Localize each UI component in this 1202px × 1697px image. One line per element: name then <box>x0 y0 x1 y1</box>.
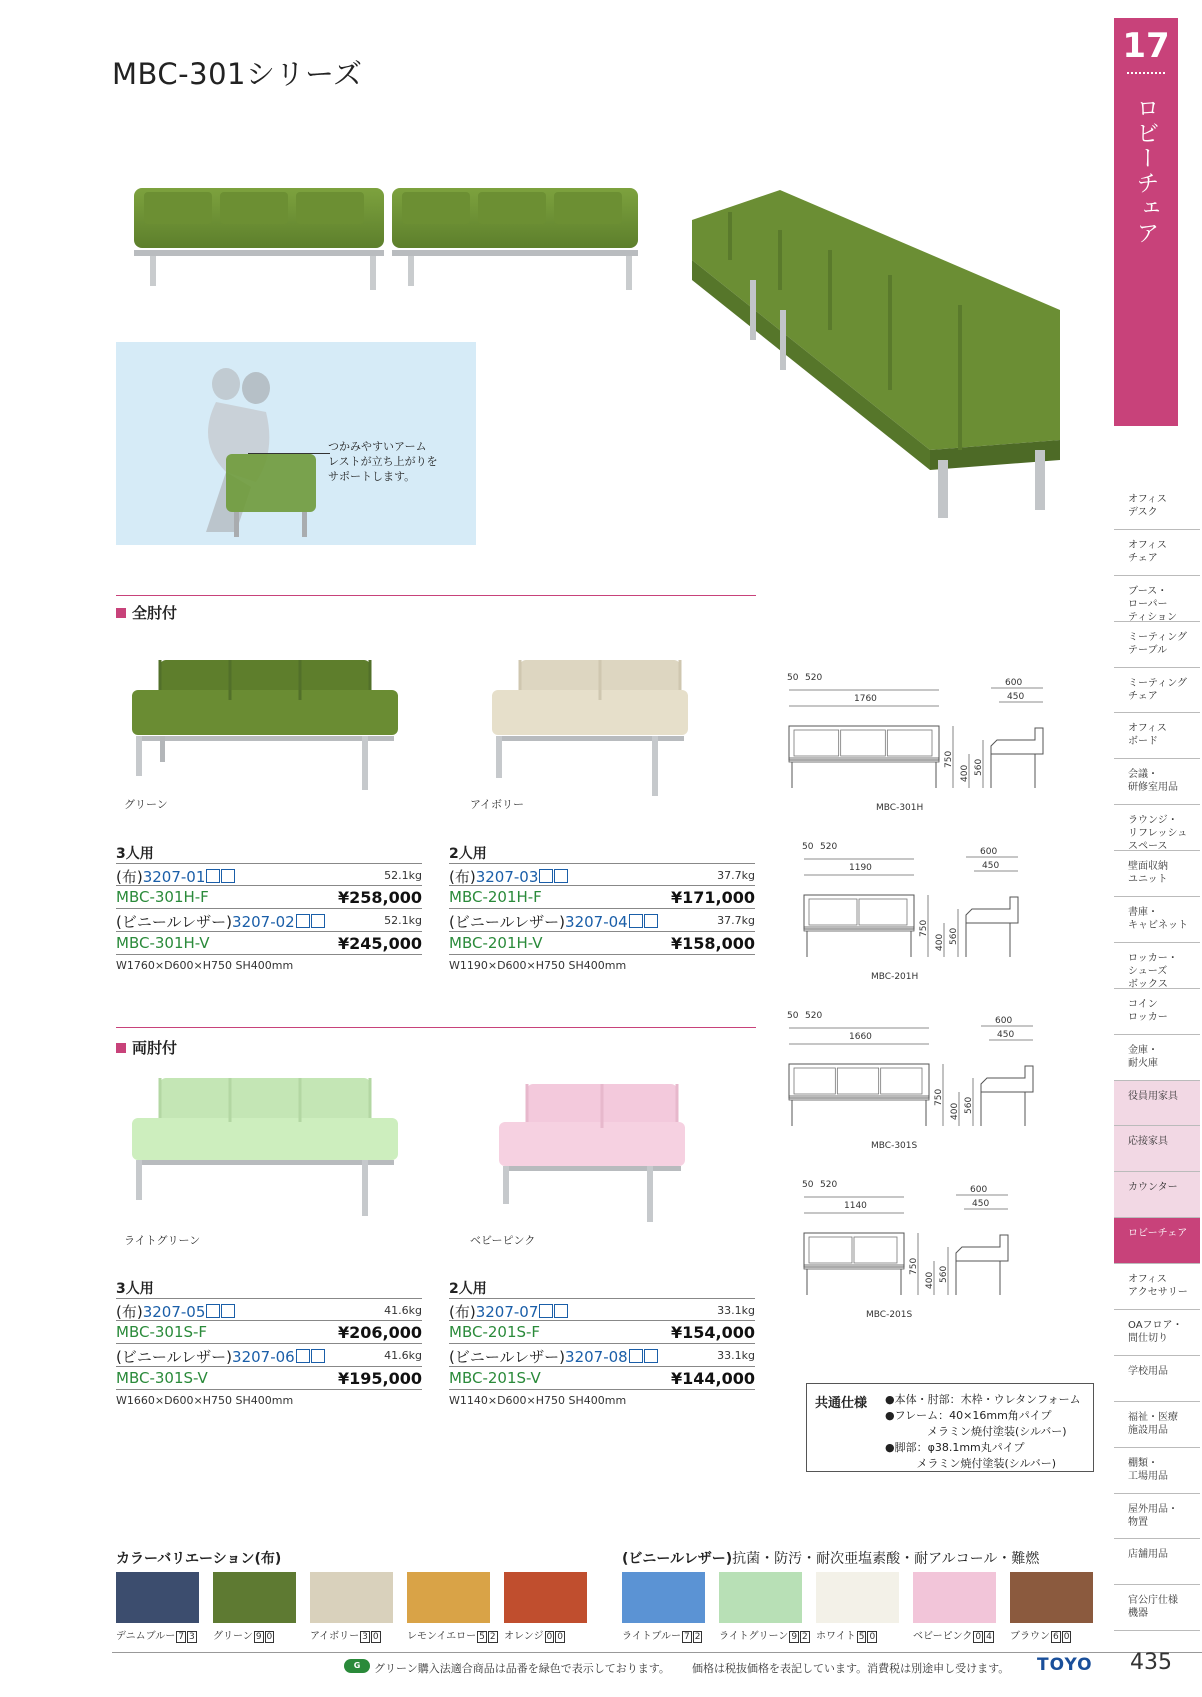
common-spec-title: 共通仕様 <box>815 1396 868 1411</box>
dim-seat-width: 520 <box>820 842 838 852</box>
color-name: グリーン <box>213 1631 253 1642</box>
dim-seat-width: 520 <box>820 1180 838 1190</box>
index-item[interactable]: 書庫・ キャビネット <box>1114 897 1200 943</box>
dim-seat-height: 400 <box>950 1102 960 1120</box>
color-name: アイボリー <box>310 1631 360 1642</box>
color-swatch <box>1010 1572 1093 1623</box>
color-code-digit: 0 <box>869 1632 876 1642</box>
dim-height: 750 <box>934 1088 944 1106</box>
drawing-label: MBC-201H <box>871 972 919 982</box>
color-swatch <box>816 1572 899 1623</box>
dim-height: 750 <box>944 750 954 768</box>
index-item[interactable]: オフィス アクセサリー <box>1114 1264 1200 1310</box>
section-divider <box>116 1027 756 1028</box>
dim-arm-width: 50 <box>787 1011 799 1021</box>
dimension-drawing <box>804 1175 1094 1325</box>
armrest-caption: つかみやすいアーム レストが立ち上がりを サポートします。 <box>328 440 438 483</box>
spec-code-row <box>116 1298 422 1321</box>
index-item[interactable]: 棚類・ 工場用品 <box>1114 1448 1200 1494</box>
dim-height: 750 <box>909 1257 919 1275</box>
color-swatch-label <box>213 1627 274 1642</box>
color-name: ライトブルー <box>622 1631 681 1642</box>
spec-code-cell <box>449 1301 568 1322</box>
color-code-boxes <box>628 913 658 931</box>
spec-model: MBC-201H-V <box>449 934 543 952</box>
chapter-tab[interactable] <box>1114 18 1178 426</box>
common-spec-item: メラミン焼付塗装(シルバー) <box>885 1457 1057 1470</box>
spec-product-code: 3207-03 <box>475 868 539 886</box>
page-number: 435 <box>1130 1650 1172 1675</box>
common-spec-item: ●本体・肘部：木枠・ウレタンフォーム <box>885 1393 1081 1406</box>
index-item[interactable]: ミーティング チェア <box>1114 668 1200 714</box>
spec-model-cell <box>449 888 542 906</box>
page-title: MBC-301シリーズ <box>112 57 363 91</box>
spec-capacity: 2人用 <box>449 846 487 862</box>
color-code-boxes <box>538 868 568 886</box>
drawing-label: MBC-301H <box>876 803 924 813</box>
dim-arm-height: 560 <box>939 1265 949 1283</box>
spec-model: MBC-201S-F <box>449 1323 541 1341</box>
common-spec-item: ●脚部：φ38.1mm丸パイプ <box>885 1441 1025 1454</box>
spec-model: MBC-301H-F <box>116 888 209 906</box>
color-code-boxes <box>205 868 235 886</box>
color-label-baby-pink: ベビーピンク <box>470 1234 536 1247</box>
spec-code-row <box>449 863 755 886</box>
spec-weight: 37.7kg <box>717 914 755 927</box>
dim-total-width: 1660 <box>849 1032 872 1042</box>
index-item[interactable]: カウンター <box>1114 1172 1200 1218</box>
common-spec-item: メラミン焼付塗装(シルバー) <box>885 1425 1067 1438</box>
color-variation-vinyl-title: (ビニールレザー)抗菌・防汚・耐次亜塩素酸・耐アルコール・難燃 <box>622 1551 1040 1567</box>
common-spec-item: ●フレーム：40×16mm角パイプ <box>885 1409 1052 1422</box>
sofa-3seat-light-green-photo <box>130 1078 400 1218</box>
spec-capacity: 3人用 <box>116 846 154 862</box>
spec-dimensions: W1760×D600×H750 SH400mm <box>116 959 294 972</box>
green-purchase-note: グリーン購入法適合商品は品番を緑色で表示しております。 <box>374 1662 670 1675</box>
standing-person-illustration <box>156 362 316 542</box>
index-item[interactable]: ミーティング テーブル <box>1114 622 1200 668</box>
dim-arm-width: 50 <box>802 842 814 852</box>
dim-seat-depth: 450 <box>997 1030 1015 1040</box>
hero-sofa-row-photo <box>130 178 640 298</box>
color-code-digit: 3 <box>188 1632 195 1642</box>
drawing-label: MBC-301S <box>871 1141 918 1151</box>
index-item[interactable]: 役員用家具 <box>1114 1081 1200 1127</box>
color-code-digit: 3 <box>362 1632 368 1642</box>
dim-total-width: 1140 <box>844 1201 867 1211</box>
spec-price: ¥258,000 <box>337 888 422 907</box>
spec-code-row <box>116 1344 422 1367</box>
spec-code-row <box>449 909 755 932</box>
color-swatch <box>719 1572 802 1623</box>
index-item[interactable]: ラウンジ・ リフレッシュ スペース <box>1114 805 1200 851</box>
color-code-digit: 0 <box>1063 1632 1070 1642</box>
color-code-digit: 0 <box>557 1632 563 1642</box>
index-item[interactable]: 壁面収納 ユニット <box>1114 851 1200 897</box>
spec-code-cell <box>116 1346 325 1367</box>
color-swatch-label <box>116 1627 197 1642</box>
spec-weight: 52.1kg <box>384 914 422 927</box>
spec-weight: 41.6kg <box>384 1304 422 1317</box>
spec-product-code: 3207-01 <box>142 868 206 886</box>
dim-arm-height: 560 <box>974 758 984 776</box>
spec-model-cell <box>116 1369 208 1387</box>
chapter-divider <box>1127 72 1165 74</box>
spec-material: (ビニールレザー) <box>116 913 233 931</box>
color-code-digit: 7 <box>684 1632 690 1642</box>
color-swatch-label <box>504 1627 565 1642</box>
spec-model-cell <box>116 934 210 952</box>
spec-model-row <box>116 1367 422 1390</box>
dim-seat-width: 520 <box>805 1011 823 1021</box>
sofa-3seat-green-photo <box>130 660 400 790</box>
spec-product-code: 3207-04 <box>565 913 628 931</box>
dim-arm-height: 560 <box>964 1096 974 1114</box>
spec-weight: 33.1kg <box>717 1349 755 1362</box>
common-spec-list <box>885 1392 1081 1472</box>
spec-table-201s <box>449 1278 755 1407</box>
color-swatch-label <box>719 1627 810 1642</box>
spec-model: MBC-201H-F <box>449 888 542 906</box>
dim-arm-width: 50 <box>802 1180 814 1190</box>
dim-seat-width: 520 <box>805 673 823 683</box>
color-code-digit: 9 <box>791 1632 798 1642</box>
dim-seat-depth: 450 <box>1007 692 1025 702</box>
spec-model-row <box>449 886 755 909</box>
color-code-boxes <box>205 1303 235 1321</box>
spec-model-row <box>116 886 422 909</box>
color-code-digit: 2 <box>489 1632 496 1642</box>
section-divider <box>116 595 756 596</box>
spec-model-row <box>116 932 422 955</box>
spec-product-code: 3207-06 <box>232 1348 295 1366</box>
spec-material: (ビニールレザー) <box>116 1348 233 1366</box>
spec-code-cell <box>116 866 235 887</box>
color-code-digit: 0 <box>266 1632 273 1642</box>
color-swatch <box>407 1572 490 1623</box>
color-code-digit: 4 <box>986 1632 992 1642</box>
index-item[interactable]: 会議・ 研修室用品 <box>1114 759 1200 805</box>
color-code-digit: 6 <box>1053 1632 1059 1642</box>
spec-model-row <box>449 932 755 955</box>
spec-model-row <box>449 1367 755 1390</box>
brand-logo: TOYO <box>1037 1655 1093 1675</box>
spec-model: MBC-301S-V <box>116 1369 208 1387</box>
spec-weight: 37.7kg <box>717 869 755 882</box>
hero-perspective-sofa-photo <box>690 190 1070 520</box>
tax-note: 価格は税抜価格を表記しています。消費税は別途申し受けます。 <box>692 1662 1010 1675</box>
section-heading-full-arm: 全肘付 <box>116 602 177 623</box>
spec-model: MBC-201S-V <box>449 1369 541 1387</box>
spec-price: ¥195,000 <box>337 1369 422 1388</box>
color-code-boxes <box>295 913 325 931</box>
dim-height: 750 <box>919 919 929 937</box>
color-name: ベビーピンク <box>913 1631 973 1642</box>
dimension-drawing <box>784 668 1074 818</box>
spec-model-cell <box>449 1323 540 1341</box>
common-spec-box <box>806 1383 1094 1472</box>
dim-total-width: 1760 <box>854 694 877 704</box>
chapter-name: ロビーチェア <box>1132 96 1159 246</box>
spec-price: ¥144,000 <box>670 1369 755 1388</box>
spec-material: (布) <box>116 1303 143 1321</box>
spec-code-cell <box>449 911 658 932</box>
green-purchase-icon: G <box>344 1659 370 1673</box>
index-item[interactable]: 応接家具 <box>1114 1126 1200 1172</box>
drawing-label: MBC-201S <box>866 1310 913 1320</box>
index-item[interactable]: ブース・ ローパー ティション <box>1114 576 1200 622</box>
spec-model-row <box>449 1321 755 1344</box>
color-label-green: グリーン <box>124 798 168 811</box>
color-swatch-label <box>1010 1627 1071 1642</box>
color-variation-fabric-title: カラーバリエーション(布) <box>116 1551 282 1567</box>
spec-price: ¥171,000 <box>670 888 755 907</box>
spec-price: ¥245,000 <box>337 934 422 953</box>
color-label-light-green: ライトグリーン <box>124 1234 201 1247</box>
color-code-digit: 5 <box>858 1632 865 1642</box>
dim-total-width: 1190 <box>849 863 872 873</box>
spec-code-row <box>116 909 422 932</box>
color-swatch-label <box>622 1627 702 1642</box>
spec-dimensions: W1140×D600×H750 SH400mm <box>449 1394 627 1407</box>
spec-price: ¥154,000 <box>670 1323 755 1342</box>
spec-product-code: 3207-07 <box>475 1303 539 1321</box>
dim-seat-depth: 450 <box>982 861 1000 871</box>
spec-model-cell <box>449 1369 541 1387</box>
spec-dimensions: W1190×D600×H750 SH400mm <box>449 959 627 972</box>
color-name: オレンジ <box>504 1631 544 1642</box>
dim-seat-depth: 450 <box>972 1199 990 1209</box>
chapter-number: 17 <box>1122 26 1170 66</box>
index-item[interactable]: 官公庁仕様 機器 <box>1114 1585 1200 1631</box>
color-swatch <box>213 1572 296 1623</box>
dim-depth: 600 <box>970 1185 988 1195</box>
spec-product-code: 3207-08 <box>565 1348 628 1366</box>
section-heading-both-arm: 両肘付 <box>116 1037 177 1058</box>
spec-model-cell <box>449 934 543 952</box>
dim-seat-height: 400 <box>960 764 970 782</box>
spec-model: MBC-301H-V <box>116 934 210 952</box>
spec-weight: 52.1kg <box>384 869 422 882</box>
spec-material: (ビニールレザー) <box>449 913 566 931</box>
color-code-digit: 2 <box>802 1632 808 1642</box>
color-swatch <box>913 1572 996 1623</box>
spec-product-code: 3207-05 <box>142 1303 206 1321</box>
spec-table-301s <box>116 1278 422 1407</box>
color-name: ホワイト <box>816 1631 856 1642</box>
color-name: ライトグリーン <box>719 1631 789 1642</box>
index-item[interactable]: 店舗用品 <box>1114 1539 1200 1585</box>
spec-code-row <box>449 1344 755 1367</box>
color-code-digit: 7 <box>178 1632 184 1642</box>
color-label-ivory: アイボリー <box>470 798 525 811</box>
spec-code-cell <box>449 866 568 887</box>
spec-dimensions: W1660×D600×H750 SH400mm <box>116 1394 294 1407</box>
color-swatch <box>622 1572 705 1623</box>
index-item[interactable]: オフィス チェア <box>1114 530 1200 576</box>
dim-depth: 600 <box>980 847 998 857</box>
index-item[interactable]: 屋外用品・ 物置 <box>1114 1494 1200 1540</box>
dim-arm-width: 50 <box>787 673 799 683</box>
spec-price: ¥158,000 <box>670 934 755 953</box>
spec-material: (ビニールレザー) <box>449 1348 566 1366</box>
dim-arm-height: 560 <box>949 927 959 945</box>
spec-material: (布) <box>449 1303 476 1321</box>
dim-seat-height: 400 <box>935 933 945 951</box>
category-index <box>1114 484 1200 1631</box>
color-code-digit: 5 <box>479 1632 485 1642</box>
dimension-drawing <box>784 1006 1074 1156</box>
dim-depth: 600 <box>1005 678 1023 688</box>
spec-code-cell <box>449 1346 658 1367</box>
color-swatch-label <box>407 1627 498 1642</box>
color-swatch <box>310 1572 393 1623</box>
index-item[interactable]: オフィス ボード <box>1114 713 1200 759</box>
spec-model-cell <box>116 888 209 906</box>
color-swatch-label <box>310 1627 381 1642</box>
spec-table-301h <box>116 843 422 972</box>
color-code-boxes <box>628 1348 658 1366</box>
spec-weight: 41.6kg <box>384 1349 422 1362</box>
caption-leader-line <box>248 453 330 454</box>
index-item[interactable]: OAフロア・ 間仕切り <box>1114 1310 1200 1356</box>
spec-model: MBC-301S-F <box>116 1323 208 1341</box>
color-swatch <box>116 1572 199 1623</box>
index-item[interactable]: 金庫・ 耐火庫 <box>1114 1035 1200 1081</box>
color-swatch-label <box>913 1627 994 1642</box>
color-code-digit: 2 <box>694 1632 701 1642</box>
color-name: デニムブルー <box>116 1631 176 1642</box>
spec-model-row <box>116 1321 422 1344</box>
color-swatch-label <box>816 1627 877 1642</box>
dim-seat-height: 400 <box>925 1271 935 1289</box>
color-code-digit: 9 <box>255 1632 262 1642</box>
index-item[interactable]: 学校用品 <box>1114 1356 1200 1402</box>
color-code-digit: 0 <box>546 1632 553 1642</box>
sofa-2seat-ivory-photo <box>490 660 690 800</box>
sofa-2seat-baby-pink-photo <box>497 1084 687 1224</box>
spec-capacity: 3人用 <box>116 1281 154 1297</box>
color-name: レモンイエロー <box>407 1631 477 1642</box>
index-item[interactable]: ロッカー・ シューズ ボックス <box>1114 943 1200 989</box>
color-swatch <box>504 1572 587 1623</box>
armrest-demo-panel <box>116 342 476 545</box>
index-item[interactable]: 福祉・医療 施設用品 <box>1114 1402 1200 1448</box>
index-item[interactable]: コイン ロッカー <box>1114 989 1200 1035</box>
color-code-digit: 0 <box>372 1632 379 1642</box>
spec-capacity: 2人用 <box>449 1281 487 1297</box>
color-code-boxes <box>538 1303 568 1321</box>
dimension-drawing <box>804 837 1094 987</box>
spec-model-cell <box>116 1323 207 1341</box>
spec-code-cell <box>116 911 325 932</box>
footer-rule <box>112 1652 1202 1653</box>
spec-table-201h <box>449 843 755 972</box>
spec-material: (布) <box>449 868 476 886</box>
color-code-boxes <box>295 1348 325 1366</box>
spec-price: ¥206,000 <box>337 1323 422 1342</box>
spec-product-code: 3207-02 <box>232 913 295 931</box>
dim-depth: 600 <box>995 1016 1013 1026</box>
spec-material: (布) <box>116 868 143 886</box>
spec-code-row <box>116 863 422 886</box>
color-name: ブラウン <box>1010 1631 1050 1642</box>
spec-code-cell <box>116 1301 235 1322</box>
index-item[interactable]: オフィス デスク <box>1114 484 1200 530</box>
spec-code-row <box>449 1298 755 1321</box>
index-item[interactable]: ロビーチェア <box>1114 1218 1200 1264</box>
color-code-digit: 0 <box>975 1632 982 1642</box>
spec-weight: 33.1kg <box>717 1304 755 1317</box>
